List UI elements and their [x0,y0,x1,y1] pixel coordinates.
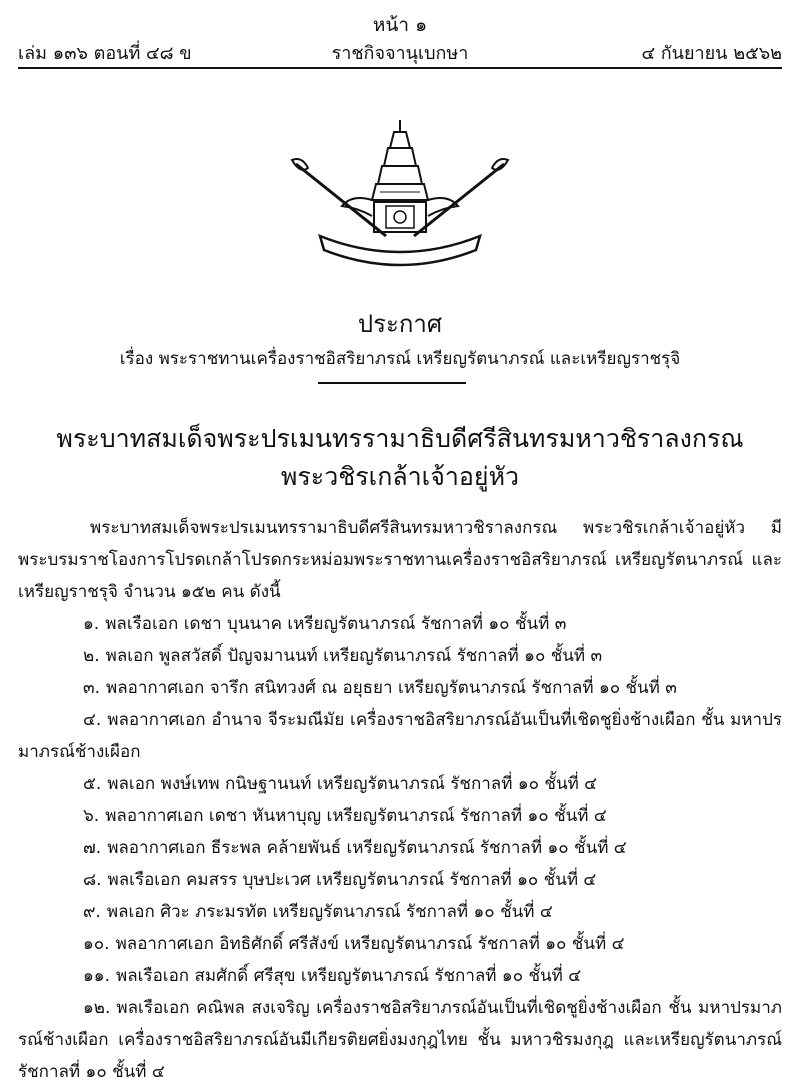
gazette-name: ราชกิจจานุเบกษา [331,43,469,64]
list-item [18,640,782,672]
item-number: ๔. [83,710,102,730]
title-divider [318,382,466,384]
list-item [18,928,782,960]
announcement-subject: เรื่อง พระราชทานเครื่องราชอิสริยาภรณ์ เหรียญรัตนาภรณ์ และเหรียญราชรุจิ [119,349,681,369]
item-text: พลอากาศเอก เดชา หันหาบุญ เหรียญรัตนาภรณ์ รัชกาลที่ ๑๐ ชั้นที่ ๔ [105,806,607,826]
item-text: พลอากาศเอก ธีระพล คล้ายพันธ์ เหรียญรัตนาภรณ์ รัชกาลที่ ๑๐ ชั้นที่ ๔ [107,838,627,858]
item-number: ๑๑. [83,966,110,986]
item-number: ๓. [83,678,101,698]
king-title-line-1: พระบาทสมเด็จพระปรเมนทรรามาธิบดีศรีสินทรมหาวชิราลงกรณ [56,424,744,453]
item-text: พลเรือเอก สมศักดิ์ ศรีสุข เหรียญรัตนาภรณ์ รัชกาลที่ ๑๐ ชั้นที่ ๔ [116,966,582,986]
king-title-line-2: พระวชิรเกล้าเจ้าอยู่หัว [280,462,520,491]
list-item [18,832,782,864]
announcement-intro: พระบาทสมเด็จพระปรเมนทรรามาธิบดีศรีสินทรมหาวชิราลงกรณ พระวชิรเกล้าเจ้าอยู่หัว มีพระบรมราชโองการโปรดเกล้าโปรดกระหม่อมพระราชทานเครื่องราชอิสริยาภรณ์ เหรียญรัตนาภรณ์ และเหรียญราชรุจิ จำนวน ๑๕๒ คน ดังนี้ [18,518,782,602]
king-title [0,420,800,496]
item-text: พลเอก พูลสวัสดิ์ ปัญจมานนท์ เหรียญรัตนาภรณ์ รัชกาลที่ ๑๐ ชั้นที่ ๓ [105,646,603,666]
item-text: พลเรือเอก เดชา บุนนาค เหรียญรัตนาภรณ์ รัชกาลที่ ๑๐ ชั้นที่ ๓ [105,614,567,634]
item-number: ๖. [83,806,100,826]
item-number: ๗. [83,838,102,858]
gazette-header [18,38,782,66]
header-divider [18,67,782,69]
item-number: ๘. [83,870,102,890]
item-text: พลเอก พงษ์เทพ กนิษฐานนท์ เหรียญรัตนาภรณ์ รัชกาลที่ ๑๐ ชั้นที่ ๔ [107,774,598,794]
item-number: ๑. [83,614,100,634]
item-text: พลเอก ศิวะ ภระมรทัต เหรียญรัตนาภรณ์ รัชกาลที่ ๑๐ ชั้นที่ ๔ [106,902,553,922]
list-item [18,896,782,928]
item-number: ๕. [83,774,102,794]
item-text: พลอากาศเอก จารึก สนิทวงศ์ ณ อยุธยา เหรียญรัตนาภรณ์ รัชกาลที่ ๑๐ ชั้นที่ ๓ [106,678,677,698]
item-number: ๑๐. [83,934,110,954]
item-number: ๙. [83,902,101,922]
list-item [18,864,782,896]
list-item [18,704,782,768]
item-number: ๑๒. [83,998,111,1018]
list-item [18,960,782,992]
royal-seal-icon [290,118,510,268]
publication-date: ๔ กันยายน ๒๕๖๒ [641,43,782,64]
list-item [18,800,782,832]
item-text: พลอากาศเอก อิทธิศักดิ์ ศรีสังข์ เหรียญรัตนาภรณ์ รัชกาลที่ ๑๐ ชั้นที่ ๔ [115,934,625,954]
volume-issue: เล่ม ๑๓๖ ตอนที่ ๔๘ ข [18,43,192,64]
list-item [18,672,782,704]
recipient-list [18,608,782,1088]
document-type: ประกาศ [357,310,443,338]
item-number: ๒. [83,646,100,666]
item-text: พลเรือเอก คมสรร บุษปะเวศ เหรียญรัตนาภรณ์ รัชกาลที่ ๑๐ ชั้นที่ ๔ [107,870,597,890]
list-item [18,608,782,640]
page-number: หน้า ๑ [372,14,428,36]
list-item [18,768,782,800]
item-text: พลเรือเอก คณิพล สงเจริญ เครื่องราชอิสริยาภรณ์อันเป็นที่เชิดชูยิ่งช้างเผือก ชั้น มหาปรมาภรณ์ช้างเผือก เครื่องราชอิสริยาภรณ์อันมีเกียรติยศยิ่งมงกุฎไทย ชั้น มหาวชิรมงกุฎ และเหรียญรัตนาภรณ์ รัชกาลที่ ๑๐ ชั้นที่ ๔ [18,998,782,1082]
item-text: พลอากาศเอก อำนาจ จีระมณีมัย เครื่องราชอิสริยาภรณ์อันเป็นที่เชิดชูยิ่งช้างเผือก ชั้น มหาปรมาภรณ์ช้างเผือก [18,710,782,762]
